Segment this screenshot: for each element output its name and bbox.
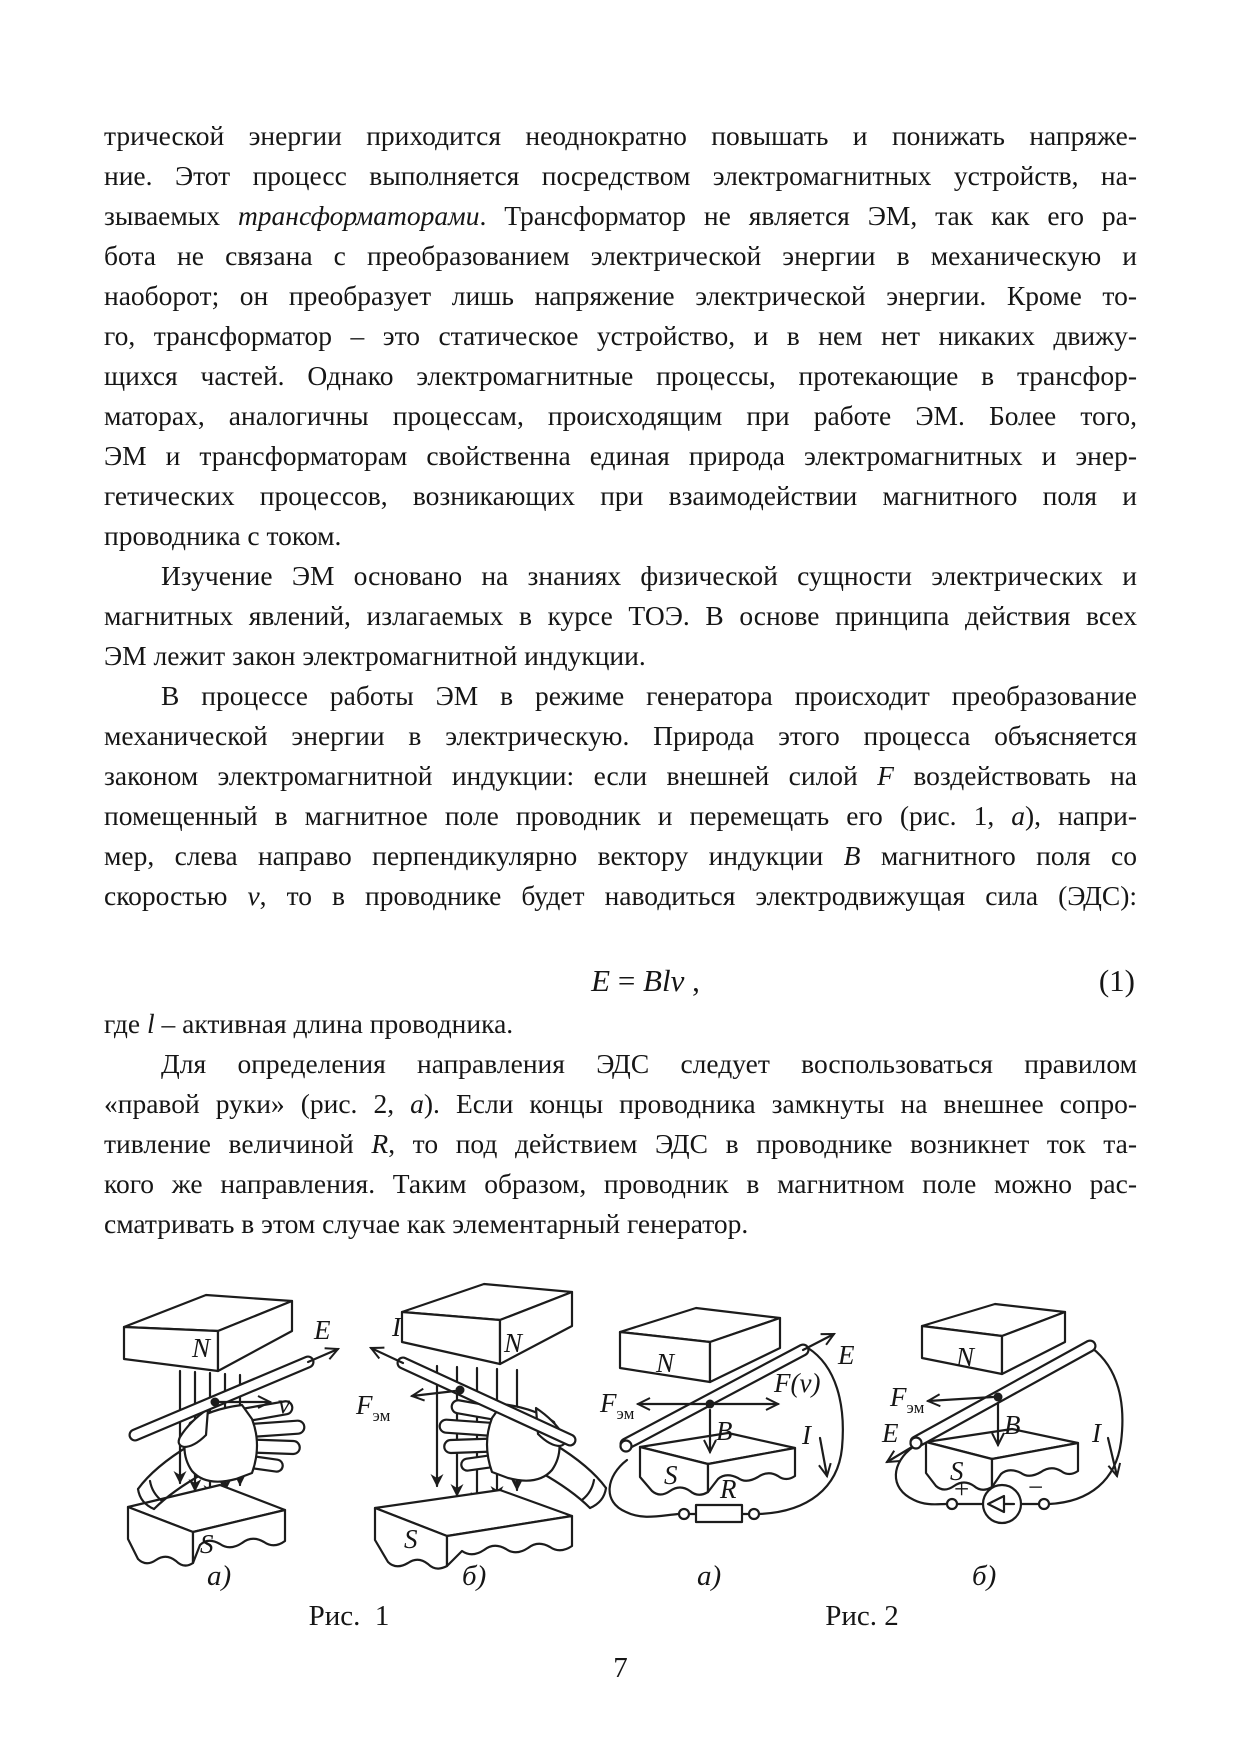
s-pole-label: S — [664, 1460, 678, 1490]
body-text — [104, 116, 1137, 1244]
rod-end-ring — [621, 1441, 632, 1452]
text-line: зываемых трансформаторами. Трансформатор не является ЭМ, так как его ра- — [104, 200, 1137, 231]
text-line: законом электромагнитной индукции: если внешней силой F воздействовать на — [104, 760, 1137, 791]
current-label: I — [392, 1312, 401, 1342]
sleeve — [138, 1445, 190, 1489]
text-line: ЭМ и трансформаторам свойственна единая природа электромагнитных и энер- — [104, 440, 1137, 471]
applied-force-label: F(v) — [774, 1368, 821, 1398]
figure-1a-right-hand-rule — [88, 1283, 350, 1568]
figure-2-caption: Рис. 2 — [825, 1600, 899, 1632]
text-line: проводника с током. — [104, 520, 342, 551]
current-label: I — [802, 1420, 811, 1450]
velocity-label: v — [278, 1389, 290, 1419]
s-pole — [375, 1490, 572, 1569]
text-line: сматривать в этом случае как элементарный генератор. — [104, 1208, 749, 1239]
contact-point — [994, 1393, 1003, 1402]
plus-label: + — [954, 1474, 970, 1504]
text-line: скоростью v, то в проводнике будет наводиться электродвижущая сила (ЭДС): — [104, 880, 1137, 911]
force-label: $F_{эм}$ — [356, 1390, 391, 1425]
text-line: ние. Этот процесс выполняется посредством электромагнитных устройств, на- — [104, 160, 1137, 191]
emf-label: E — [882, 1418, 899, 1448]
text-line: где l – активная длина проводника. — [104, 1008, 514, 1039]
equation-1 — [104, 958, 1137, 1004]
text-line: маторах, аналогичны процессам, происходящим при работе ЭМ. Более того, — [104, 400, 1137, 431]
text-line: бота не связана с преобразованием электрической энергии в механическую и — [104, 240, 1137, 271]
text-line: гетических процессов, возникающих при взаимодействии магнитного поля и — [104, 480, 1137, 511]
emf-label: E — [838, 1340, 855, 1370]
current-arrow — [820, 1438, 827, 1476]
text-line: магнитных явлений, излагаемых в курсе ТОЭ. В основе принципа действия всех — [104, 600, 1137, 631]
text-line: кого же направления. Таким образом, проводник в магнитном поле можно рас- — [104, 1168, 1137, 1199]
fig1a-subcaption: а) — [207, 1560, 232, 1592]
equation-expression: E = Blv , — [591, 963, 700, 998]
terminal — [749, 1509, 759, 1519]
text-line: механической энергии в электрическую. Природа этого процесса объясняется — [104, 720, 1137, 751]
s-pole-label: S — [950, 1456, 964, 1486]
current-label: I — [1092, 1418, 1101, 1448]
text-line: ЭМ лежит закон электромагнитной индукции. — [104, 640, 646, 671]
resistor — [696, 1505, 742, 1522]
force-label: $F_{эм}$ — [890, 1382, 925, 1417]
force-arrow — [412, 1391, 455, 1396]
n-pole-label: N — [656, 1348, 675, 1378]
s-pole-label: S — [404, 1524, 418, 1554]
force-label: $F_{эм}$ — [600, 1388, 635, 1423]
fig2a-subcaption: а) — [697, 1560, 722, 1592]
current-arrow — [371, 1348, 403, 1363]
figure-1b-left-hand-rule — [332, 1278, 632, 1572]
text-line: мер, слева направо перпендикулярно вектору индукции B магнитного поля со — [104, 840, 1137, 871]
text-line: Для определения направления ЭДС следует воспользоваться правилом — [161, 1048, 1137, 1079]
s-pole — [128, 1485, 285, 1566]
text-line: го, трансформатор – это статическое устройство, и в нем нет никаких движу- — [104, 320, 1137, 351]
n-pole-label: N — [956, 1342, 975, 1372]
page-number: 7 — [613, 1652, 628, 1684]
figure-2b-motor-with-source — [880, 1292, 1178, 1570]
text-line: Изучение ЭМ основано на знаниях физической сущности электрических и — [161, 560, 1137, 591]
text-line: «правой руки» (рис. 2, а). Если концы проводника замкнуты на внешнее сопро- — [104, 1088, 1138, 1119]
text-line: наоборот; он преобразует лишь напряжение электрической энергии. Кроме то- — [104, 280, 1137, 311]
contact-point — [706, 1400, 715, 1409]
minus-label: − — [1028, 1472, 1044, 1502]
induction-label: B — [1004, 1410, 1021, 1440]
contact-point — [456, 1386, 465, 1395]
figure-1-caption: Рис. 1 — [308, 1600, 390, 1632]
s-pole-label: S — [200, 1529, 214, 1559]
emf-label: E — [314, 1315, 331, 1345]
figure-2a-generator-with-resistor — [598, 1292, 898, 1570]
resistance-label: R — [720, 1474, 737, 1504]
n-pole-label: N — [504, 1328, 523, 1358]
s-pole — [926, 1429, 1078, 1490]
terminal — [679, 1509, 689, 1519]
equation-number: (1) — [1098, 963, 1135, 998]
n-pole — [402, 1284, 572, 1364]
text-line: помещенный в магнитное поле проводник и перемещать его (рис. 1, а), напри- — [104, 800, 1137, 831]
fig2b-subcaption: б) — [972, 1560, 997, 1592]
n-pole-label: N — [192, 1333, 211, 1363]
text-line: трической энергии приходится неоднократно повышать и понижать напряже- — [104, 120, 1137, 151]
current-source — [983, 1485, 1021, 1523]
text-line: тивление величиной R, то под действием ЭДС в проводнике возникнет ток та- — [104, 1128, 1137, 1159]
text-line: В процессе работы ЭМ в режиме генератора происходит преобразование — [161, 680, 1137, 711]
fig1b-subcaption: б) — [462, 1560, 487, 1592]
n-pole — [124, 1295, 292, 1371]
induction-label: B — [716, 1416, 733, 1446]
n-pole — [922, 1304, 1065, 1374]
text-line: щихся частей. Однако электромагнитные процессы, протекающие в трансфор- — [104, 360, 1137, 391]
contact-point — [211, 1398, 220, 1407]
emf-arrow — [803, 1334, 834, 1350]
